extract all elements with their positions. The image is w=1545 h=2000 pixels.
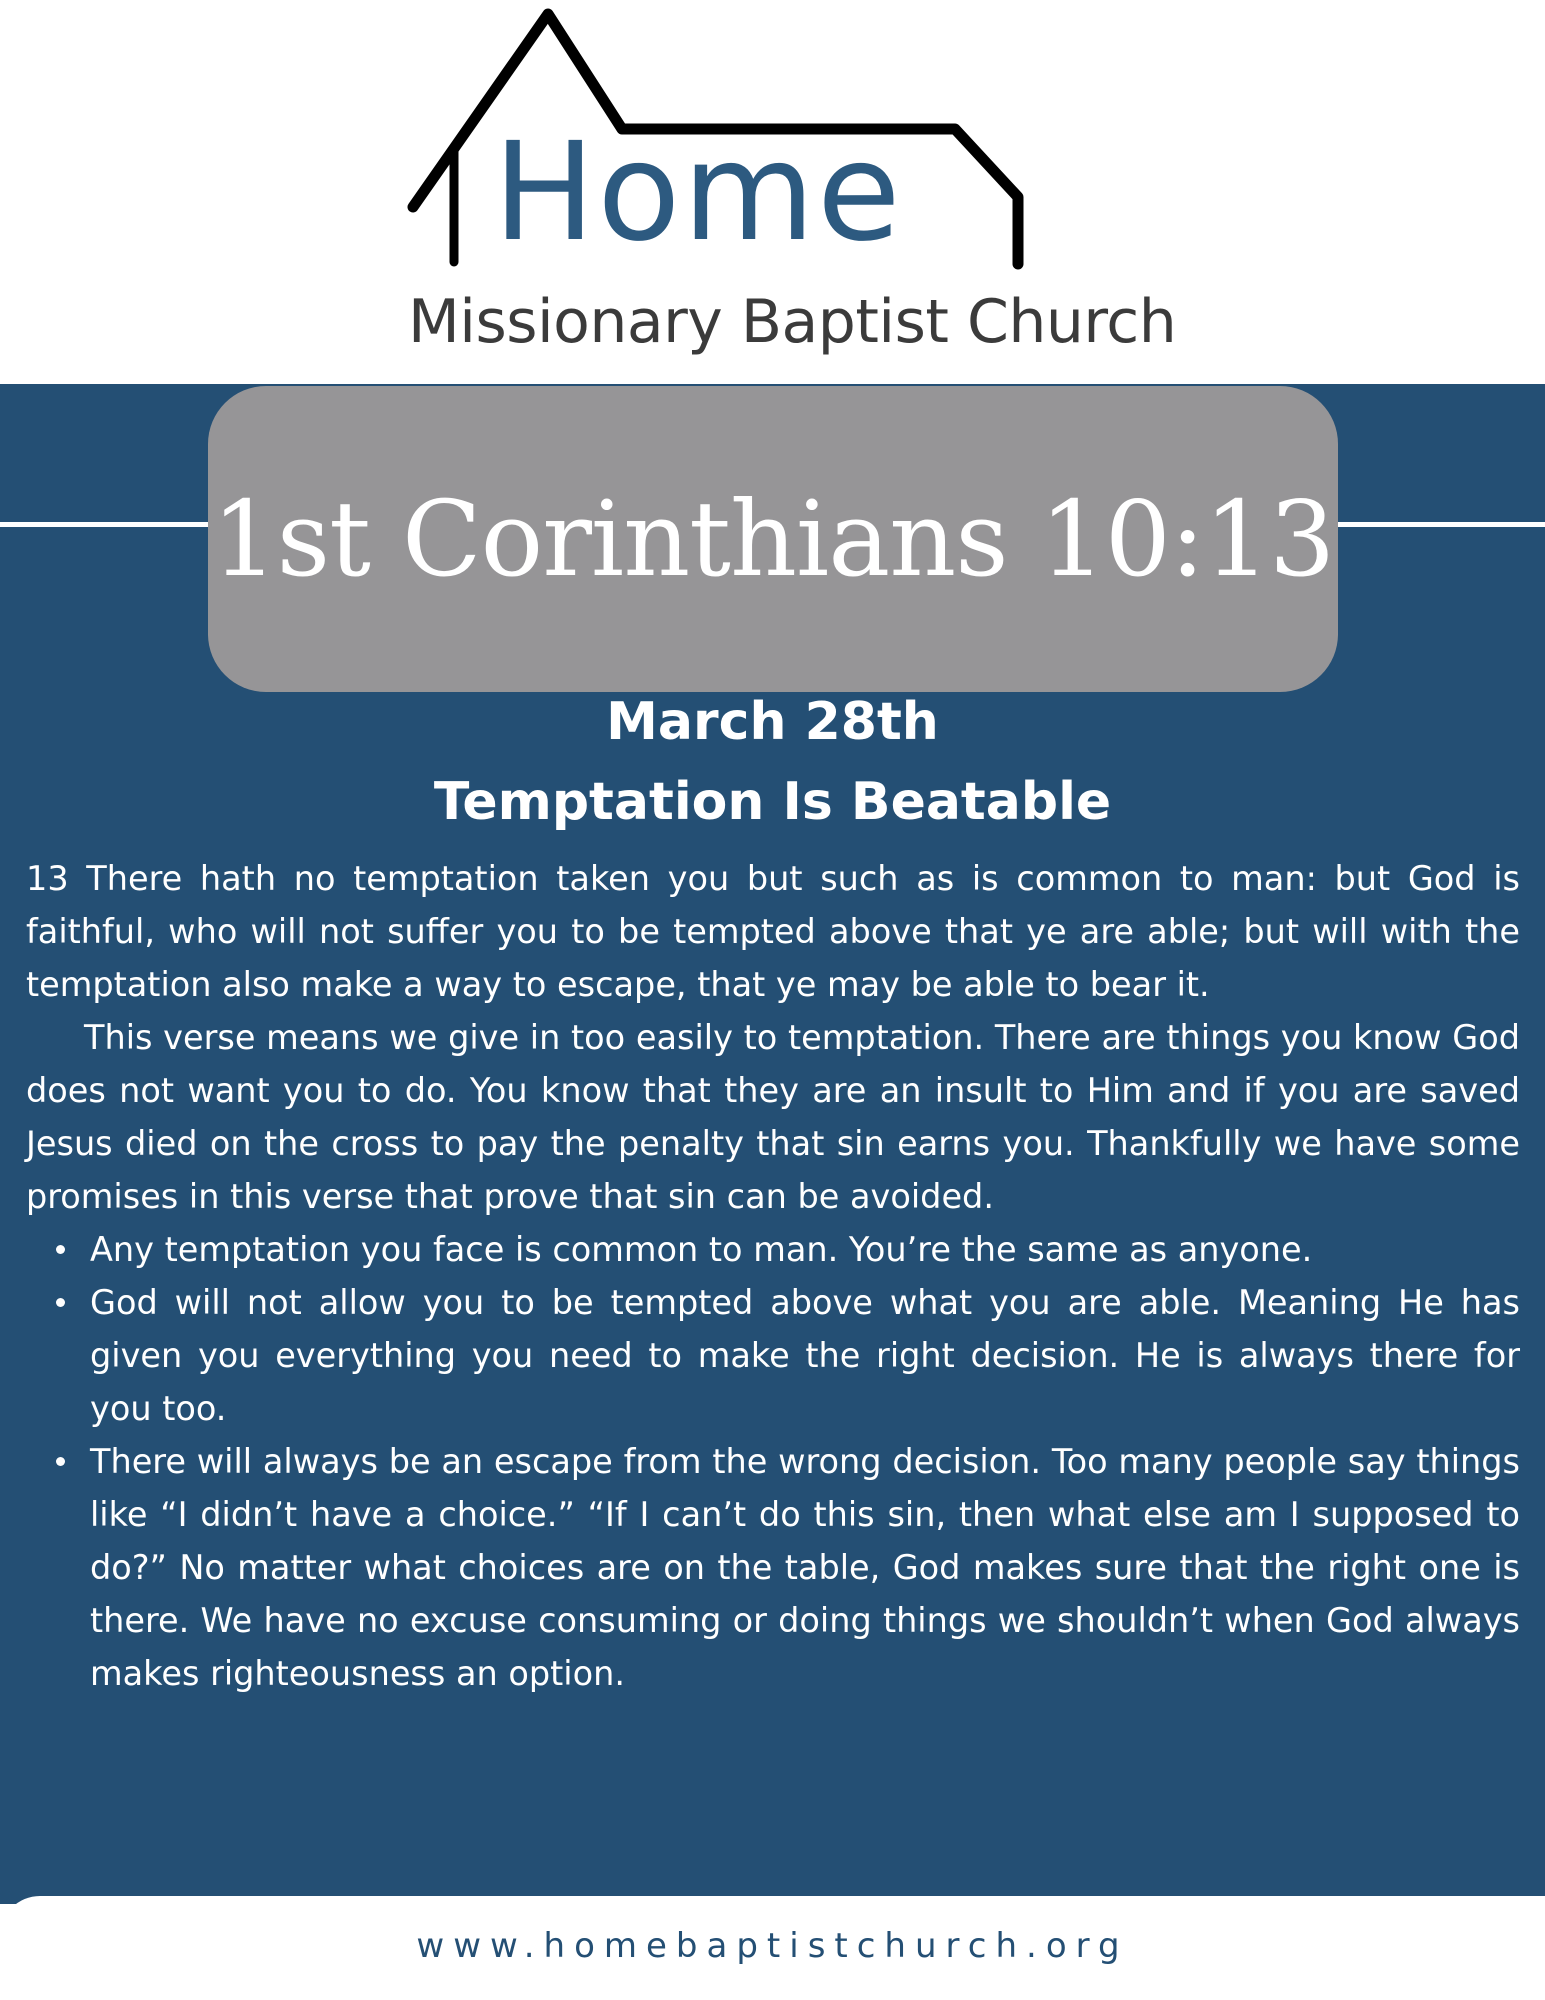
- bullet-icon: [56, 1245, 65, 1254]
- scripture-title-box: [208, 386, 1338, 692]
- bullet-icon: [56, 1457, 65, 1466]
- devotional-topic: Temptation Is Beatable: [433, 772, 1112, 832]
- list-item: [90, 1276, 1520, 1435]
- logo-subtitle: Missionary Baptist Church: [408, 287, 1177, 357]
- logo-wordmark: Home: [493, 114, 903, 272]
- header: [0, 0, 1545, 384]
- verse-text: 13 There hath no temptation taken you but such as is common to man: but God is faithful, who will not suffer you to be tempted above that ye are able; but will with the temptation also make a way to escape, that ye may be able to bear it.: [26, 859, 1520, 1004]
- list-item: [90, 1223, 1520, 1276]
- list-item: [90, 1435, 1520, 1700]
- devotional-date: March 28th: [606, 692, 939, 752]
- website-link[interactable]: www.homebaptistchurch.org: [416, 1926, 1129, 1966]
- list-item-text: God will not allow you to be tempted above what you are able. Meaning He has given you everything you need to make the right decision. He is always there for you too.: [90, 1283, 1520, 1428]
- promise-list: [26, 1223, 1520, 1700]
- bullet-icon: [56, 1298, 65, 1307]
- scripture-title: 1st Corinthians 10:13: [211, 478, 1335, 600]
- list-item-text: There will always be an escape from the wrong decision. Too many people say things like “I didn’t have a choice.” “If I can’t do this sin, then what else am I supposed to do?” No matter what choices are on the table, God makes sure that the right one is there. We have no excuse consuming or doing things we shouldn’t when God always makes righteousness an option.: [90, 1442, 1520, 1693]
- commentary-text: This verse means we give in too easily to temptation. There are things you know God does not want you to do. You know that they are an insult to Him and if you are saved Jesus died on the cross to pay the penalty that sin earns you. Thankfully we have some promises in this verse that prove that sin can be avoided.: [26, 1018, 1520, 1216]
- devotional-body: [26, 852, 1520, 1700]
- title-rule-left: [0, 522, 212, 527]
- title-rule-right: [1336, 522, 1545, 527]
- list-item-text: Any temptation you face is common to man. You’re the same as anyone.: [90, 1230, 1313, 1269]
